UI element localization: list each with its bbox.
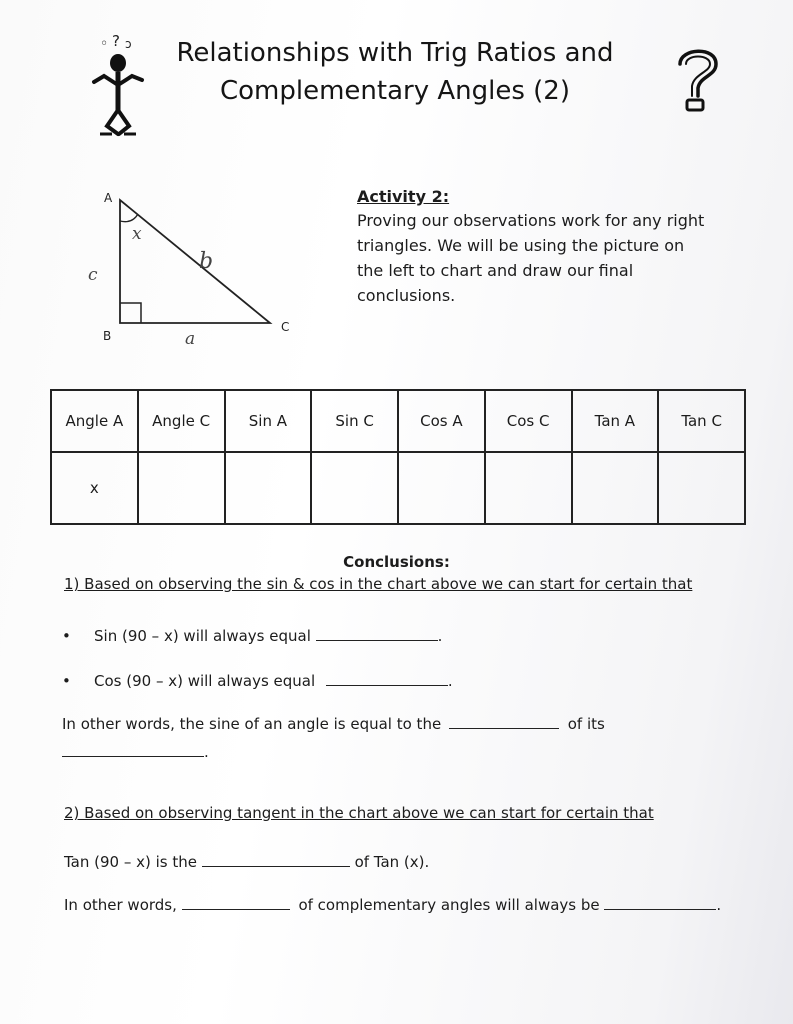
cos-complement-blank[interactable]: [326, 671, 448, 686]
other-words-sine-line: In other words, the sine of an angle is equal to the of its: [62, 715, 605, 733]
activity-line: conclusions.: [357, 286, 456, 305]
header-tan-c: Tan C: [658, 390, 745, 452]
header-cos-c: Cos C: [485, 390, 572, 452]
side-c-label: c: [88, 265, 98, 285]
sin-complement-blank[interactable]: [316, 626, 438, 641]
worksheet-title: [150, 34, 640, 110]
side-a-label: a: [185, 329, 196, 349]
header-sin-a: Sin A: [225, 390, 312, 452]
sine-relationship-blank[interactable]: [449, 714, 559, 729]
activity-description: [357, 208, 737, 308]
conclusions-heading: Conclusions:: [343, 553, 450, 571]
header-tan-a: Tan A: [572, 390, 659, 452]
tan-relationship-blank[interactable]: [182, 895, 290, 910]
header-angle-a: Angle A: [51, 390, 138, 452]
cell-angle-c[interactable]: [138, 452, 225, 524]
right-triangle-diagram: [85, 188, 315, 348]
activity-line: triangles. We will be using the picture on: [357, 236, 685, 255]
cell-sin-a[interactable]: [225, 452, 312, 524]
conclusion-1-statement: 1) Based on observing the sin & cos in the chart above we can start for certain that: [64, 575, 693, 593]
angle-x-label: x: [132, 224, 142, 244]
cell-angle-a[interactable]: x: [51, 452, 138, 524]
sin-complement-line: Sin (90 – x) will always equal .: [94, 627, 443, 645]
conclusion-2-statement: 2) Based on observing tangent in the chart above we can start for certain that: [64, 804, 654, 822]
vertex-b-label: B: [103, 329, 112, 343]
header-cos-a: Cos A: [398, 390, 485, 452]
cell-tan-a[interactable]: [572, 452, 659, 524]
tan-complement-line: Tan (90 – x) is the of Tan (x).: [64, 853, 430, 871]
cos-complement-line: Cos (90 – x) will always equal .: [94, 672, 453, 690]
chart-header-row: [51, 390, 745, 452]
sin-complement-prompt: Sin (90 – x) will always equal: [94, 627, 311, 645]
title-line-2: Complementary Angles (2): [219, 76, 570, 106]
cell-sin-c[interactable]: [311, 452, 398, 524]
cos-complement-prompt: Cos (90 – x) will always equal: [94, 672, 316, 690]
other-words-tan-line: In other words, of complementary angles will always be .: [64, 896, 722, 914]
activity-heading: Activity 2:: [357, 187, 450, 206]
activity-line: Proving our observations work for any right: [357, 211, 705, 230]
activity-line: the left to chart and draw our final: [357, 261, 634, 280]
cell-cos-c[interactable]: [485, 452, 572, 524]
figure-question-label: ?: [112, 32, 120, 50]
tan-result-blank[interactable]: [604, 895, 716, 910]
other-words-tan-prompt: In other words,: [64, 896, 177, 914]
other-words-sine-continuation: .: [62, 742, 209, 762]
tan-complement-prompt: Tan (90 – x) is the: [64, 853, 197, 871]
header-angle-c: Angle C: [138, 390, 225, 452]
question-mark-icon: [672, 42, 724, 114]
svg-text:ɔ: ɔ: [125, 37, 132, 51]
cell-tan-c[interactable]: [658, 452, 745, 524]
side-b-label: b: [199, 249, 214, 274]
cell-cos-a[interactable]: [398, 452, 485, 524]
bullet-2: •: [62, 672, 71, 690]
svg-text:◦: ◦: [100, 36, 109, 52]
trig-ratio-chart: [50, 389, 746, 525]
sine-of-its-blank[interactable]: [62, 742, 204, 757]
title-line-1: Relationships with Trig Ratios and: [176, 38, 614, 68]
bullet-1: •: [62, 627, 71, 645]
confused-stick-figure-icon: [78, 30, 158, 145]
vertex-c-label: C: [281, 320, 290, 334]
other-words-sine-prompt: In other words, the sine of an angle is equal to the: [62, 715, 442, 733]
header-sin-c: Sin C: [311, 390, 398, 452]
tan-complement-blank[interactable]: [202, 852, 350, 867]
chart-data-row: [51, 452, 745, 524]
vertex-a-label: A: [104, 191, 113, 205]
